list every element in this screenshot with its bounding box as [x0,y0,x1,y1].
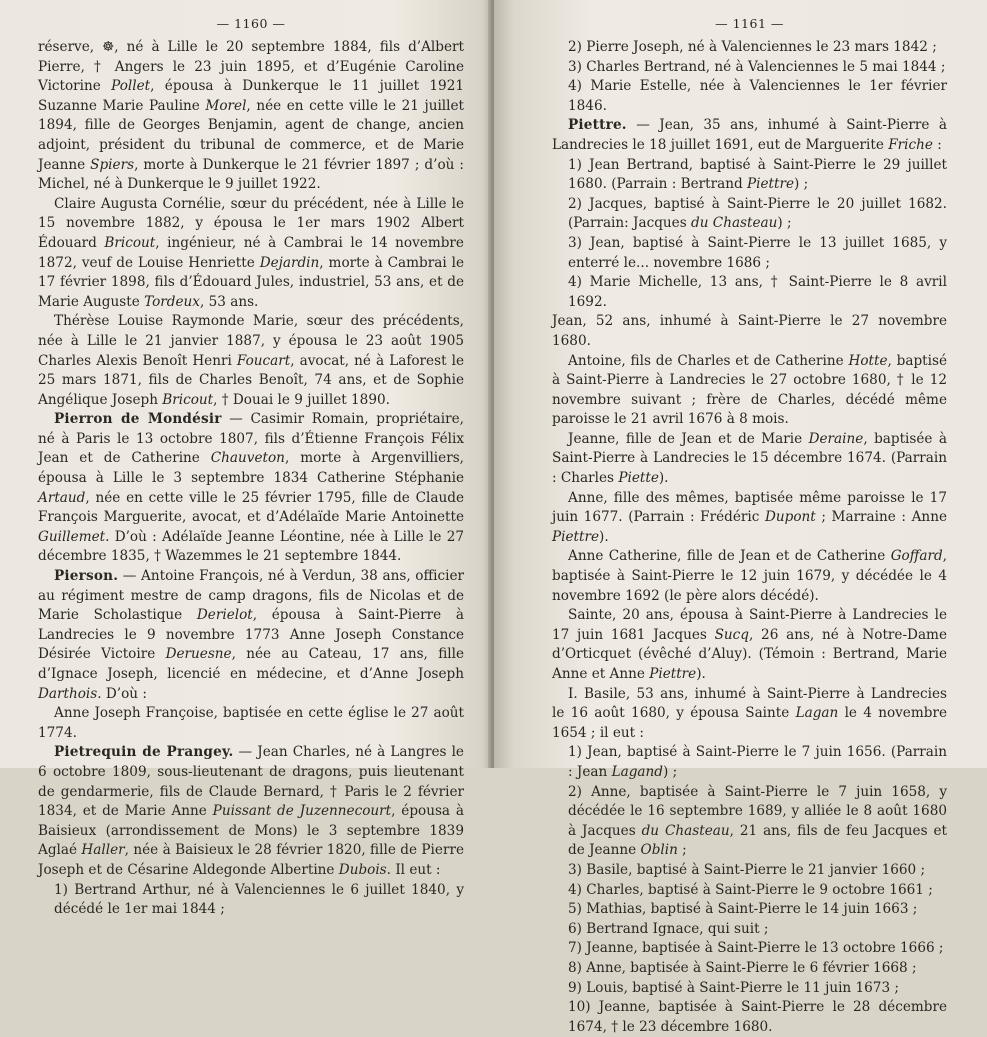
left-page [0,0,492,918]
left-page-text [38,38,464,920]
surname: Dejardin [259,254,320,271]
list-item: 5) Mathias, baptisé à Saint-Pierre le 14 juin 1663 ; [568,901,918,918]
surname: Dupont [764,509,816,526]
surname: Deraine [808,430,864,447]
surname: Sucq [714,626,749,643]
paragraph: Jean, 52 ans, inhumé à Saint-Pierre le 27 novembre 1680. [552,313,947,349]
surname: Morel [205,97,247,114]
paragraph: Anne Joseph Françoise, baptisée en cette église le 27 août 1774. [38,705,464,741]
right-page-number: — 1161 — [715,16,784,31]
surname: Chauveton [210,450,285,467]
surname: Piettre [552,528,600,545]
list-item: 2) Jacques, baptisé à Saint-Pierre le 20 juillet 1682. (Parrain: Jacques du Chasteau) ; [568,195,947,232]
entry-pietrequin-de-prangey: Pietrequin de Prangey. — Jean Charles, né à Langres le 6 octobre 1809, sous-lieutenant de dragons, puis lieutenant de gendarmerie, fils de Claude Bernard, † Paris le 2 février 1834, et de Marie Anne Puissant de Juzennecourt, épousa à Baisieux (arrondissement de Mons) le 3 septembre 1839 Aglaé Haller, née à Baisieux le 28 février 1820, fille de Pierre Joseph et de Césarine Aldegonde Albertine Dubois. Il eut : [38,744,464,878]
paragraph: Sainte, 20 ans, épousa à Saint-Pierre à Landrecies le 17 juin 1681 Jacques Sucq, 26 ans, né à Notre-Dame d’Orticquet (évêché d’Aluy). (Témoin : Bertrand, Marie Anne et Anne Piettre). [552,607,947,682]
family-name-heading: Pierson. [54,568,119,585]
entry-pierron-de-mondesir: Pierron de Mondésir — Casimir Romain, propriétaire, né à Paris le 13 octobre 1807, fils d’Étienne François Félix Jean et de Catherine Chauveton, morte à Argenvilliers, épousa à Lille le 3 septembre 1834 Catherine Stéphanie Artaud, née en cette ville le 25 février 1795, fille de Claude François Marguerite, avocat, et d’Adélaïde Marie Antoinette Guillemet. D’où : Adélaïde Jeanne Léontine, née à Lille le 27 décembre 1835, † Wazemmes le 21 septembre 1844. [38,411,464,565]
list-item: 3) Charles Bertrand, né à Valenciennes le 5 mai 1844 ; [568,58,946,75]
surname: Pollet [111,78,151,95]
list-item: 3) Basile, baptisé à Saint-Pierre le 21 janvier 1660 ; [568,861,926,878]
surname: Spiers [90,156,135,173]
list-item: 2) Pierre Joseph, né à Valenciennes le 23 mars 1842 ; [568,39,937,55]
surname: Piettre [746,176,794,193]
list-item: 8) Anne, baptisée à Saint-Pierre le 6 février 1668 ; [568,959,917,976]
surname: du Chasteau [641,822,730,839]
surname: Artaud [38,489,86,506]
surname: Lagand [611,763,663,780]
surname: Piette [618,470,659,487]
list-item: 1) Bertrand Arthur, né à Valenciennes le 6 juillet 1840, y décédé le 1er mai 1844 ; [54,881,464,918]
surname: Friche [888,136,933,153]
family-name-heading: Pietrequin de Prangey. [54,744,234,761]
list-item: 3) Jean, baptisé à Saint-Pierre le 13 juillet 1685, y enterré le... novembre 1686 ; [568,234,947,271]
surname: Goffard [890,548,943,565]
surname: Guillemet [38,528,106,545]
paragraph: Thérèse Louise Raymonde Marie, sœur des précédents, née à Lille le 21 janvier 1887, y épousa le 23 août 1905 Charles Alexis Benoît Henri Foucart, avocat, né à Laforest le 25 mars 1871, fils de Charles Benoît, 74 ans, et de Sophie Angélique Joseph Bricout, † Douai le 9 juillet 1890. [38,313,464,408]
list-item: 7) Jeanne, baptisée à Saint-Pierre le 13 octobre 1666 ; [568,940,944,957]
surname: Oblin [640,842,678,859]
paragraph: Anne Catherine, fille de Jean et de Catherine Goffard, baptisée à Saint-Pierre le 12 juin 1679, y décédée le 4 novembre 1692 (le père alors décédé). [552,548,947,604]
family-name-heading: Piettre. [568,117,627,134]
list-item: 10) Jeanne, baptisée à Saint-Pierre le 28 décembre 1674, † le 23 décembre 1680. [568,999,947,1035]
paragraph: I. Basile, 53 ans, inhumé à Saint-Pierre à Landrecies le 16 août 1680, y épousa Sainte Lagan le 4 novembre 1654 ; il eut : [552,685,947,741]
surname: Piettre [649,666,697,682]
entry-pierson: Pierson. — Antoine François, né à Verdun, 38 ans, officier au régiment mestre de camp dragons, fils de Nicolas et de Marie Scholastique Derielot, épousa à Saint-Pierre à Landrecies le 9 novembre 1773 Anne Joseph Constance Désirée Victoire Deruesne, née au Cateau, 17 ans, fille d’Ignace Joseph, licencié en médecine, et d’Anne Joseph Darthois. D’où : [38,568,465,702]
surname: Bricout [162,391,214,408]
list-item: 1) Jean, baptisé à Saint-Pierre le 7 juin 1656. (Parrain : Jean Lagand) ; [568,744,947,780]
paragraph: Claire Augusta Cornélie, sœur du précédent, née à Lille le 15 novembre 1882, y épousa le 1er mars 1902 Albert Édouard Bricout, ingénieur, né à Cambrai le 14 novembre 1872, veuf de Louise Henriette Dejardin, morte à Cambrai le 17 février 1898, fils d’Édouard Jules, industriel, 53 ans, et de Marie Auguste Tordeux, 53 ans. [38,195,464,310]
surname: Lagan [795,705,839,722]
list-item: 1) Jean Bertrand, baptisé à Saint-Pierre le 29 juillet 1680. (Parrain : Bertrand Piettre) ; [568,156,947,193]
list-item: 4) Marie Estelle, née à Valenciennes le 1er février 1846. [568,78,947,114]
right-page [494,0,987,1035]
paragraph: Antoine, fils de Charles et de Catherine Hotte, baptisé à Saint-Pierre à Landrecies le 27 octobre 1680, † le 12 novembre suivant ; frère de Charles, décédé même paroisse le 21 avril 1676 à 8 mois. [552,352,947,428]
surname: Puissant de Juzennecourt [212,803,392,820]
list-item: 4) Charles, baptisé à Saint-Pierre le 9 octobre 1661 ; [568,881,933,898]
right-page-text [552,38,947,1037]
list-item: 4) Marie Michelle, 13 ans, † Saint-Pierre le 8 avril 1692. [568,274,947,310]
surname: Derielot [196,607,253,624]
surname: Darthois [38,685,98,702]
left-page-number: — 1160 — [216,16,286,31]
surname: du Chasteau [691,215,778,232]
surname: Dubois [338,861,387,878]
family-name-heading: Pierron de Mondésir [54,411,222,428]
surname: Foucart [236,352,291,369]
paragraph: Jeanne, fille de Jean et de Marie Deraine, baptisée à Saint-Pierre à Landrecies le 15 décembre 1674. (Parrain : Charles Piette). [552,430,947,487]
surname: Bricout [104,234,156,251]
list-item: 9) Louis, baptisé à Saint-Pierre le 11 juin 1673 ; [568,979,899,996]
surname: Hotte [848,352,888,369]
list-item: 6) Bertrand Ignace, qui suit ; [568,920,769,937]
surname: Tordeux [144,293,200,310]
surname: Deruesne [165,646,232,663]
paragraph: Anne, fille des mêmes, baptisée même paroisse le 17 juin 1677. (Parrain : Frédéric Dupont ; Marraine : Anne Piettre). [552,489,947,545]
surname: Haller [81,842,125,859]
entry-piettre: Piettre. — Jean, 35 ans, inhumé à Saint-Pierre à Landrecies le 18 juillet 1691, eut de Marguerite Friche : [552,117,947,153]
list-item: 2) Anne, baptisée à Saint-Pierre le 7 juin 1658, y décédée le 16 septembre 1689, y alliée le 8 août 1680 à Jacques du Chasteau, 21 ans, fils de feu Jacques et de Jeanne Oblin ; [568,783,947,859]
paragraph: réserve, ☸, né à Lille le 20 septembre 1884, fils d’Albert Pierre, † Angers le 23 juin 1895, et d’Eugénie Caroline Victorine Pollet, épousa à Dunkerque le 11 juillet 1921 Suzanne Marie Pauline Morel, née en cette ville le 21 juillet 1894, fille de Georges Benjamin, agent de change, ancien adjoint, président du tribunal de commerce, et de Marie Jeanne Spiers, morte à Dunkerque le 21 février 1897 ; d’où : Michel, né à Dunkerque le 9 juillet 1922. [38,39,465,193]
